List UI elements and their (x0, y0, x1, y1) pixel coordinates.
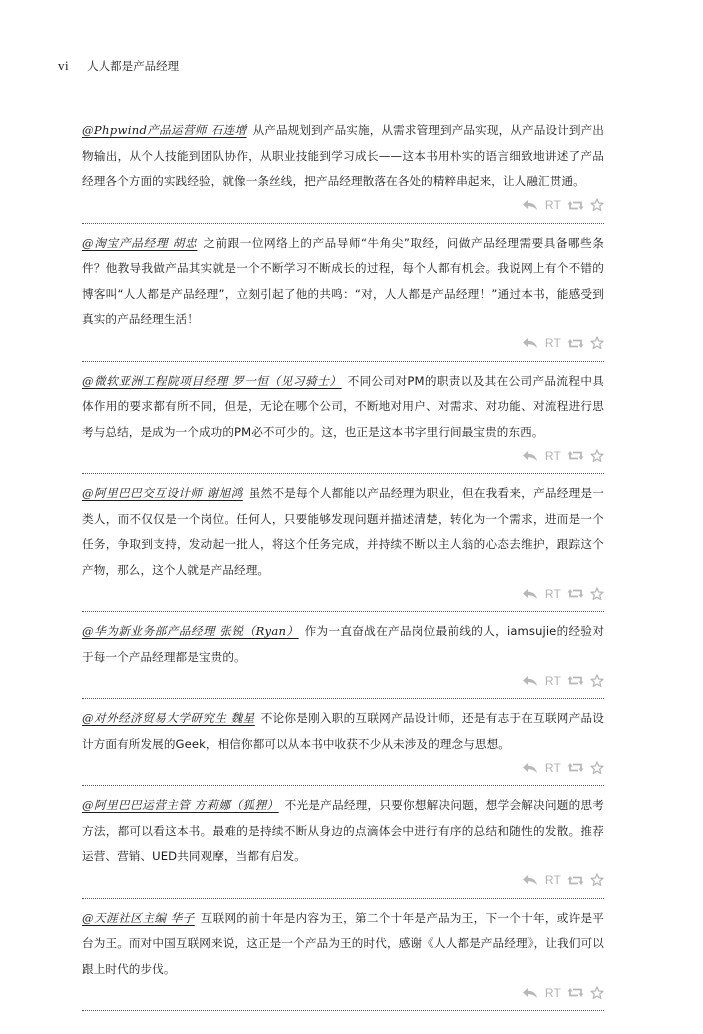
review-body: 之前跟一位网络上的产品导师“牛角尖”取经，问做产品经理需要具备哪些条件？他教导我做产品其实就是一个不断学习不断成长的过程，每个人都有机会。我说网上有个不错的博客叫“人人都是产品经理”，立刻引起了他的共鸣：“对，人人都是产品经理！”通过本书，能感受到真实的产品经理生活！ (82, 235, 604, 326)
retweet-label[interactable]: RT (544, 198, 561, 212)
review-author[interactable]: @微软亚洲工程院项目经理 罗一恒（见习骑士） (82, 373, 342, 388)
reply-icon[interactable] (522, 762, 538, 774)
review-body: 虽然不是每个人都能以产品经理为职业，但在我看来，产品经理是一类人，而不仅仅是一个岗位。任何人，只要能够发现问题并描述清楚，转化为一个需求，进而是一个任务，争取到支持，发动起一批人，将这个任务完成，并持续不断以主人翁的心态去维护，跟踪这个产物，那么，这个人就是产品经理。 (82, 486, 604, 577)
review-text (82, 481, 604, 583)
review-item (82, 481, 604, 612)
review-body: 不光是产品经理，只要你想解决问题，想学会解决问题的思考方法，都可以看这本书。最难的是持续不断从身边的点滴体会中进行有序的总结和随性的发散。推荐运营、营销、UED共同观摩，当都有启发。 (82, 798, 604, 863)
retweet-icon[interactable] (567, 587, 584, 600)
review-item (82, 369, 604, 475)
review-item (82, 231, 604, 362)
favorite-star-icon[interactable] (590, 336, 604, 350)
favorite-star-icon[interactable] (590, 873, 604, 887)
running-head (58, 58, 179, 74)
review-item (82, 619, 604, 699)
review-item (82, 906, 604, 1012)
favorite-star-icon[interactable] (590, 761, 604, 775)
review-text (82, 118, 604, 195)
retweet-icon[interactable] (567, 199, 584, 212)
review-actions (82, 671, 604, 690)
reply-icon[interactable] (522, 874, 538, 886)
review-actions (82, 758, 604, 777)
reply-icon[interactable] (522, 199, 538, 211)
reply-icon[interactable] (522, 588, 538, 600)
review-text (82, 619, 604, 670)
review-actions (82, 983, 604, 1002)
review-author[interactable]: @淘宝产品经理 胡忠 (82, 235, 198, 250)
review-author[interactable]: @阿里巴巴运营主管 方莉娜（狐狸） (82, 798, 279, 812)
favorite-star-icon[interactable] (590, 449, 604, 463)
review-text (82, 231, 604, 333)
review-author[interactable]: @对外经济贸易大学研究生 魏星 (82, 711, 255, 725)
retweet-label[interactable]: RT (544, 448, 561, 463)
book-title: 人人都是产品经理 (87, 59, 180, 73)
retweet-label[interactable]: RT (544, 873, 561, 887)
reply-icon[interactable] (522, 675, 538, 687)
review-item (82, 706, 604, 786)
dotted-divider (82, 473, 604, 474)
review-text (82, 369, 604, 446)
review-text (82, 706, 604, 757)
review-author[interactable]: @天涯社区主编 华子 (82, 910, 195, 925)
review-text (82, 906, 604, 983)
review-actions (82, 196, 604, 215)
review-item (82, 118, 604, 224)
favorite-star-icon[interactable] (590, 587, 604, 601)
retweet-icon[interactable] (567, 337, 584, 350)
review-list (82, 118, 604, 1018)
retweet-label[interactable]: RT (544, 673, 561, 688)
retweet-icon[interactable] (567, 874, 584, 887)
reply-icon[interactable] (522, 987, 538, 999)
review-actions (82, 446, 604, 465)
favorite-star-icon[interactable] (590, 198, 604, 212)
review-body: 互联网的前十年是内容为王，第二个十年是产品为王，下一个十年，或许是平台为王。而对中国互联网来说，这正是一个产品为王的时代，感谢《人人都是产品经理》，让我们可以跟上时代的步伐。 (82, 910, 604, 976)
review-item (82, 793, 604, 899)
dotted-divider (82, 785, 604, 786)
retweet-label[interactable]: RT (544, 760, 561, 775)
review-body: 不同公司对PM的职责以及其在公司产品流程中具体作用的要求都有所不同，但是，无论在哪个公司，不断地对用户、对需求、对功能、对流程进行思考与总结，是成为一个成功的PM必不可少的。这，也正是这本书字里行间最宝贵的东西。 (82, 373, 604, 439)
review-body: 作为一直奋战在产品岗位最前线的人，iamsujie的经验对于每一个产品经理都是宝贵的。 (82, 624, 605, 664)
review-body: 不论你是刚入职的互联网产品设计师，还是有志于在互联网产品设计方面有所发展的Geek，相信你都可以从本书中收获不少从未涉及的理念与思想。 (82, 711, 605, 751)
review-author[interactable]: @华为新业务部产品经理 张锐（Ryan） (82, 624, 299, 638)
dotted-divider (82, 898, 604, 899)
reply-icon[interactable] (522, 450, 538, 462)
retweet-label[interactable]: RT (544, 586, 561, 601)
review-body: 从产品规划到产品实施，从需求管理到产品实现，从产品设计到产出物输出，从个人技能到团队协作，从职业技能到学习成长——这本书用朴实的语言细致地讲述了产品经理各个方面的实践经验，就像一条丝线，把产品经理散落在各处的精粹串起来，让人融汇贯通。 (82, 123, 604, 188)
dotted-divider (82, 223, 604, 224)
favorite-star-icon[interactable] (590, 674, 604, 688)
retweet-icon[interactable] (567, 449, 584, 462)
dotted-divider (82, 361, 604, 362)
review-author[interactable]: @阿里巴巴交互设计师 谢旭鸿 (82, 486, 243, 500)
review-author[interactable]: @Phpwind产品运营师 石连增 (82, 123, 247, 137)
retweet-label[interactable]: RT (544, 985, 561, 1000)
review-text (82, 793, 604, 870)
retweet-icon[interactable] (567, 986, 584, 999)
page-number: vi (58, 58, 70, 73)
review-actions (82, 584, 604, 603)
dotted-divider (82, 611, 604, 612)
review-actions (82, 334, 604, 353)
dotted-divider (82, 1010, 604, 1011)
dotted-divider (82, 698, 604, 699)
retweet-icon[interactable] (567, 674, 584, 687)
retweet-label[interactable]: RT (544, 336, 561, 350)
retweet-icon[interactable] (567, 761, 584, 774)
favorite-star-icon[interactable] (590, 986, 604, 1000)
reply-icon[interactable] (522, 337, 538, 349)
review-actions (82, 871, 604, 890)
